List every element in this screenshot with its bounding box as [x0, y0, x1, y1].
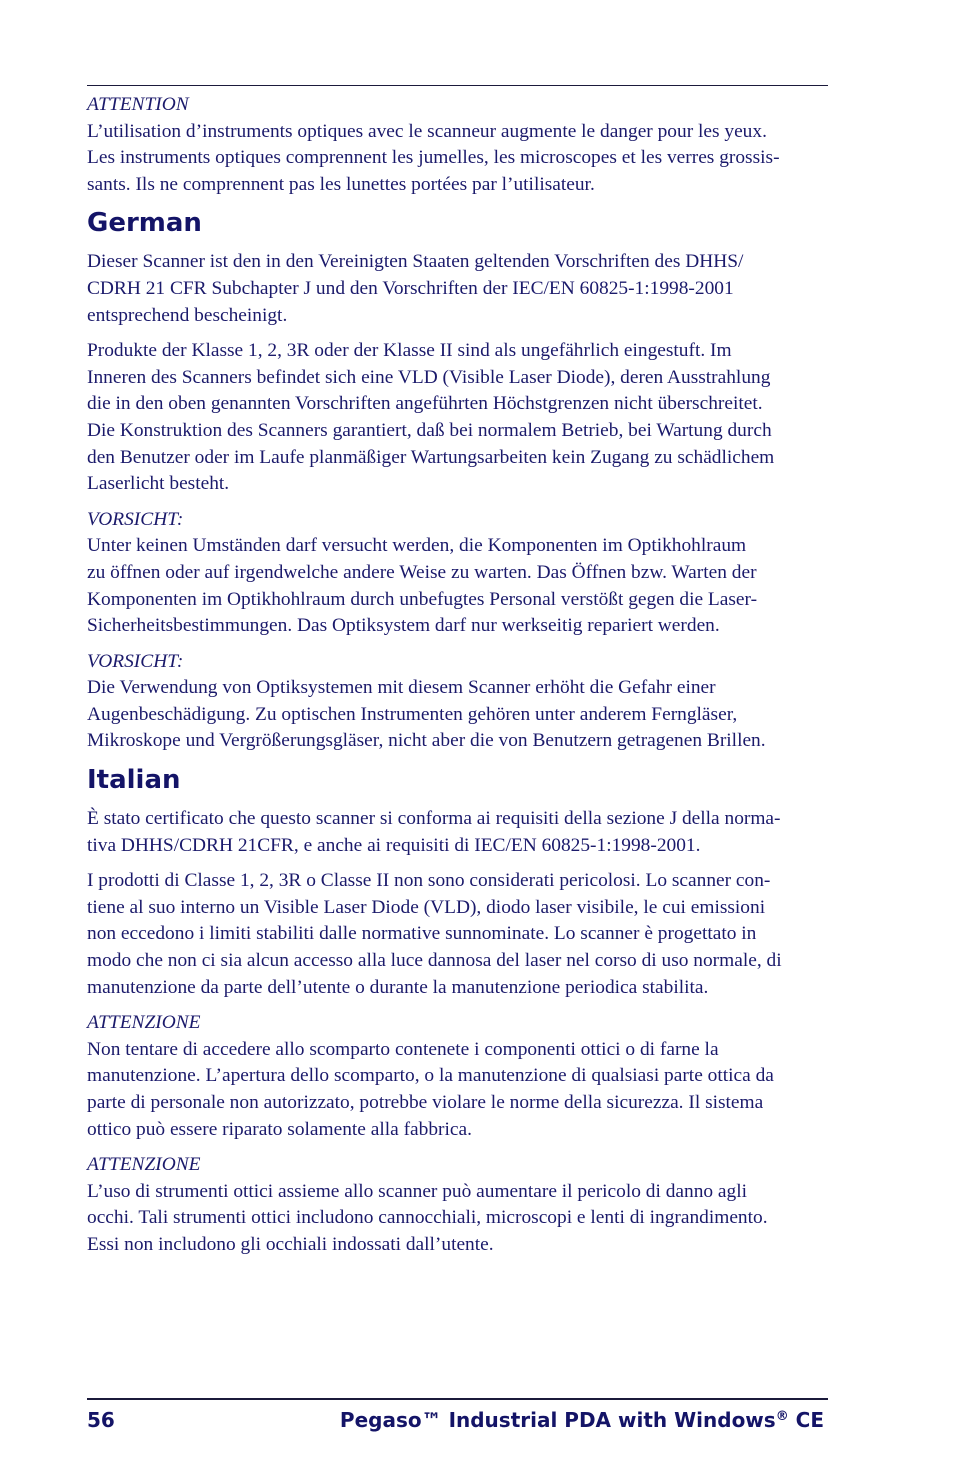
german-caution-1: [87, 507, 828, 640]
paragraph-line: Die Konstruktion des Scanners garantiert, daß bei normalem Betrieb, bei Wartung durch: [87, 419, 772, 441]
caution-line: zu öffnen oder auf irgendwelche andere Weise zu warten. Das Öffnen bzw. Warten der: [87, 561, 757, 583]
paragraph-line: CDRH 21 CFR Subchapter J und den Vorschriften der IEC/EN 60825-1:1998-2001: [87, 277, 734, 299]
german-paragraph-2: [87, 338, 828, 498]
german-caution-2: [87, 649, 828, 755]
notice-line: Les instruments optiques comprennent les jumelles, les microscopes et les verres grossis-: [87, 147, 780, 169]
italian-caution-2: [87, 1152, 828, 1258]
caution-line: L’uso di strumenti ottici assieme allo scanner può aumentare il pericolo di danno agli: [87, 1180, 748, 1202]
caution-line: Augenbeschädigung. Zu optischen Instrumenten gehören unter anderem Ferngläser,: [87, 703, 738, 725]
paragraph-line: entsprechend bescheinigt.: [87, 304, 288, 326]
caution-line: Die Verwendung von Optiksystemen mit diesem Scanner erhöht die Gefahr einer: [87, 677, 716, 699]
caution-label: ATTENZIONE: [87, 1154, 201, 1176]
paragraph-line: Dieser Scanner ist den in den Vereinigten Staaten geltenden Vorschriften des DHHS/: [87, 251, 744, 273]
section-heading-german: German: [87, 208, 202, 239]
paragraph-line: tiene al suo interno un Visible Laser Diode (VLD), diodo laser visibile, le cui emissioni: [87, 896, 766, 918]
paragraph-line: I prodotti di Classe 1, 2, 3R o Classe II non sono considerati pericolosi. Lo scanner con-: [87, 870, 771, 892]
caution-label: VORSICHT:: [87, 508, 184, 530]
registered-mark: ®: [775, 1409, 789, 1424]
paragraph-line: Laserlicht besteht.: [87, 473, 230, 495]
caution-line: ottico può essere riparato solamente alla fabbrica.: [87, 1118, 472, 1140]
paragraph-line: È stato certificato che questo scanner si conforma ai requisiti della sezione J della norma-: [87, 808, 781, 830]
page-number: 56: [87, 1408, 115, 1432]
caution-line: Essi non includono gli occhiali indossati dall’utente.: [87, 1233, 494, 1255]
caution-line: manutenzione. L’apertura dello scomparto, o la manutenzione di qualsiasi parte ottica da: [87, 1065, 774, 1087]
italian-caution-1: [87, 1010, 828, 1143]
paragraph-line: Inneren des Scanners befindet sich eine VLD (Visible Laser Diode), deren Ausstrahlung: [87, 366, 771, 388]
notice-line: L’utilisation d’instruments optiques avec le scanneur augmente le danger pour les yeux.: [87, 120, 767, 142]
document-title-end: CE: [788, 1408, 824, 1432]
paragraph-line: den Benutzer oder im Laufe planmäßiger Wartungsarbeiten kein Zugang zu schädlichem: [87, 446, 775, 468]
notice-line: sants. Ils ne comprennent pas les lunettes portées par l’utilisateur.: [87, 173, 595, 195]
footer-rule: [87, 1398, 828, 1400]
caution-line: parte di personale non autorizzato, potrebbe violare le norme della sicurezza. Il sistema: [87, 1092, 764, 1113]
page-content: [87, 92, 828, 1268]
caution-line: Mikroskope und Vergrößerungsgläser, nicht aber die von Benutzern getragenen Brillen.: [87, 730, 766, 752]
paragraph-line: modo che non ci sia alcun accesso alla luce dannosa del laser nel corso di uso normale, di: [87, 950, 782, 972]
italian-paragraph-2: [87, 868, 828, 1001]
notice-label: ATTENTION: [87, 94, 189, 115]
page-footer: [87, 1403, 828, 1437]
caution-line: occhi. Tali strumenti ottici includono cannocchiali, microscopi e lenti di ingrandimento.: [87, 1207, 768, 1229]
paragraph-line: Produkte der Klasse 1, 2, 3R oder der Klasse II sind als ungefährlich eingestuft. Im: [87, 340, 732, 362]
caution-line: Unter keinen Umständen darf versucht werden, die Komponenten im Optikhohlraum: [87, 535, 747, 557]
caution-label: ATTENZIONE: [87, 1012, 201, 1034]
paragraph-line: manutenzione da parte dell’utente o durante la manutenzione periodica stabilita.: [87, 976, 709, 998]
document-title: [340, 1408, 824, 1432]
section-heading-italian: Italian: [87, 765, 181, 796]
paragraph-line: die in den oben genannten Vorschriften angeführten Höchstgrenzen nicht überschreitet.: [87, 393, 763, 415]
caution-line: Non tentare di accedere allo scomparto contenete i componenti ottici o di farne la: [87, 1038, 719, 1060]
italian-paragraph-1: [87, 806, 828, 859]
caution-line: Sicherheitsbestimmungen. Das Optiksystem darf nur werkseitig repariert werden.: [87, 615, 720, 637]
german-paragraph-1: [87, 249, 828, 329]
french-attention-notice: [87, 92, 828, 198]
caution-line: Komponenten im Optikhohlraum durch unbefugtes Personal verstößt gegen die Laser-: [87, 588, 758, 610]
caution-label: VORSICHT:: [87, 650, 184, 672]
top-rule: [87, 85, 828, 86]
paragraph-line: non eccedono i limiti stabiliti dalle normative sunnominate. Lo scanner è progettato in: [87, 923, 757, 945]
paragraph-line: tiva DHHS/CDRH 21CFR, e anche ai requisiti di IEC/EN 60825-1:1998-2001.: [87, 834, 701, 856]
document-title-main: Pegaso™ Industrial PDA with Windows: [339, 1408, 776, 1432]
